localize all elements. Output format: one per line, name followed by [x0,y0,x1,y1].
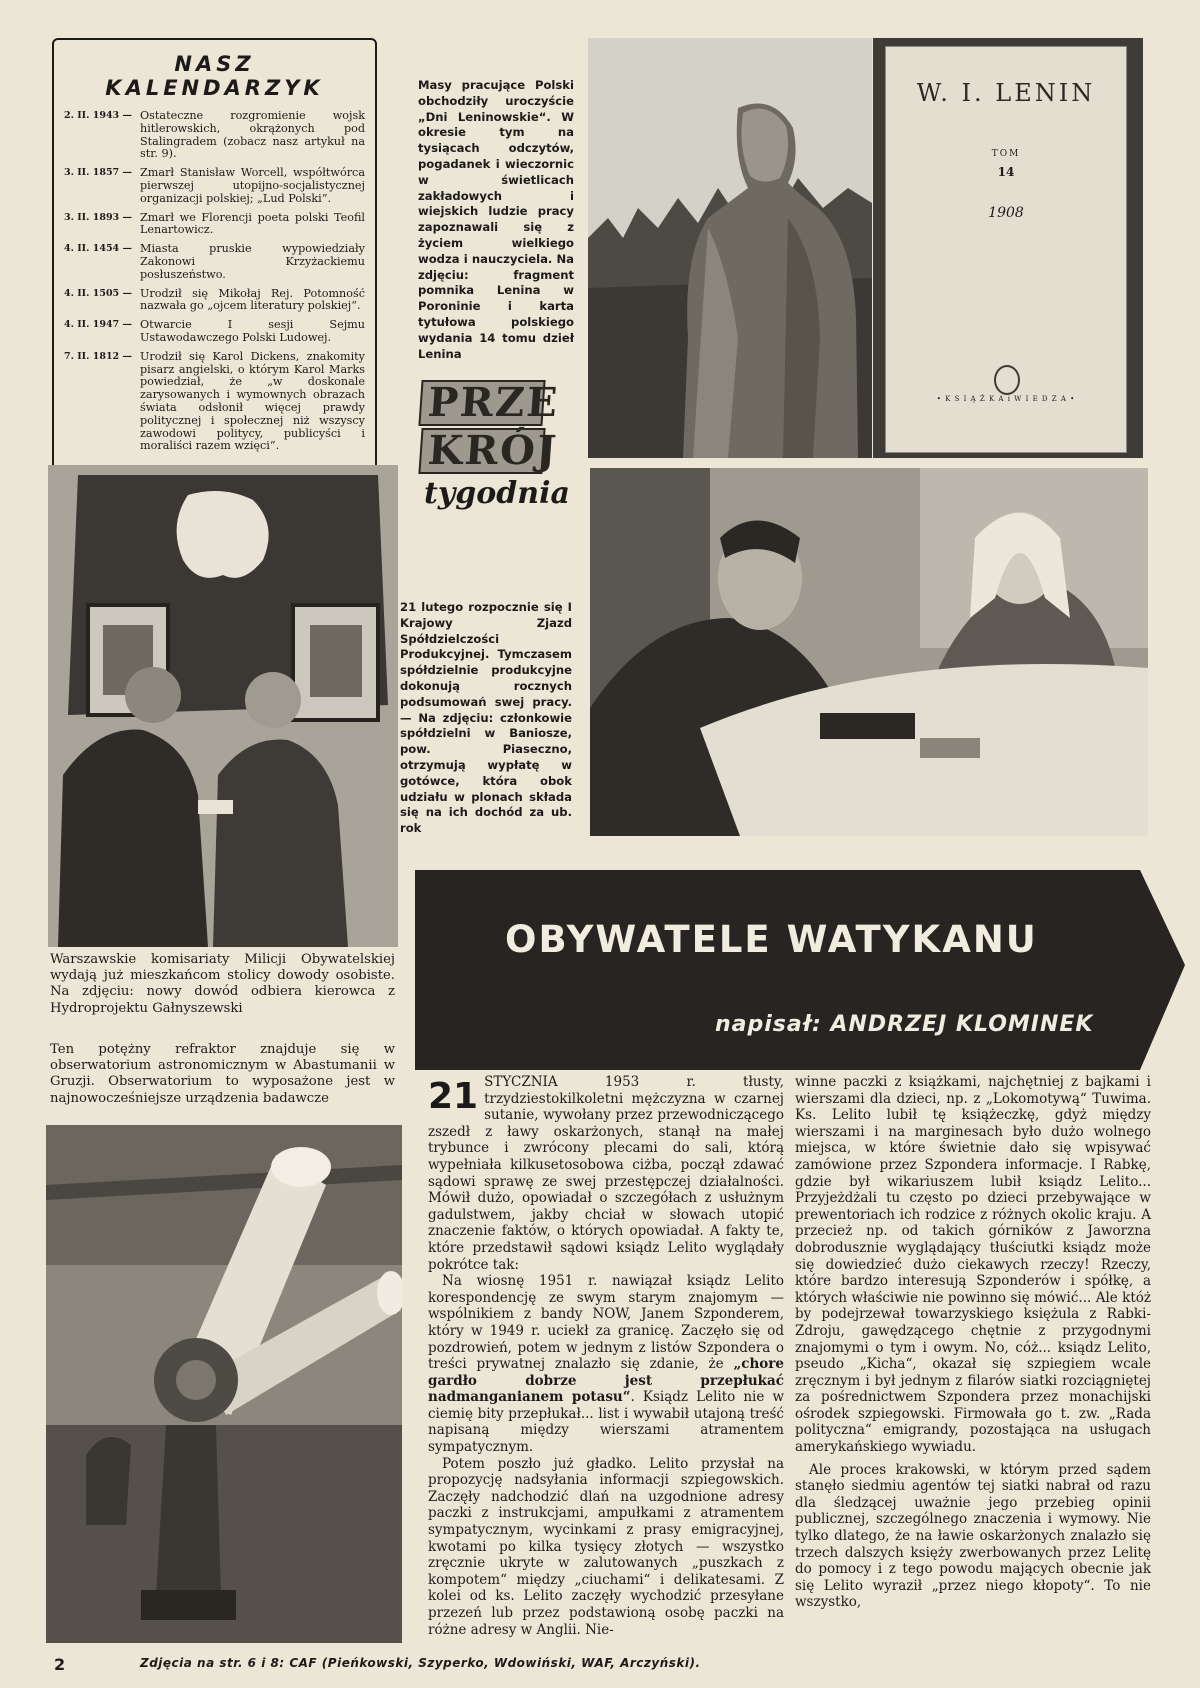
book-tom-label: TOM [991,149,1021,159]
calendar-text: Zmarł Stanisław Worcell, współtwórca pierwszej utopijno-socjalistycznej organizacji polskiej; „Lud Polski“. [140,166,365,205]
logo-line2: KRÓJ [418,428,545,474]
article-column-1 [428,1074,784,1638]
article-column-2 [795,1074,1151,1611]
cooperative-photo [590,468,1148,836]
calendar-entry [64,212,365,238]
calendar-date: 4. II. 1454 — [64,243,132,255]
calendar-date: 3. II. 1857 — [64,167,132,179]
logo-line1: PRZE [418,380,545,426]
page-number: 2 [54,1655,66,1674]
book-title: W. I. LENIN [916,79,1096,107]
article-banner [415,870,1185,1070]
article-dropcap: 21 [428,1076,479,1117]
calendar-text: Urodził się Mikołaj Rej. Potomność nazwała go „ojcem literatury polskiej“. [140,286,365,313]
logo-line3: tygodnia [424,476,570,511]
article-paragraph: Ale proces krakowski, w którym przed sądem stanęło siedmiu agentów tej siatki nabrał od razu dla śledzącej uważnie jego przebieg opinii publicznej, szczególnego znaczenia i wymowy. Nie tylko dlatego, że na ławie oskarżonych znalazło się trzech dalszych księży zwerbowanych przez Lelitę do pomocy i z tego powodu mających obecnie jak się Lelito wyraził „przez niego kłopoty“. To nie wszystko, [795,1461,1151,1611]
calendar-date: 4. II. 1505 — [64,287,132,299]
book-tom-number: 14 [997,165,1015,179]
telescope-photo [46,1125,402,1643]
calendar-entry [64,167,365,205]
calendar-entry [64,351,365,453]
publisher-emblem-icon [994,365,1020,395]
calendar-date: 4. II. 1947 — [64,319,132,331]
calendar-entry [64,110,365,161]
calendar-entry [64,288,365,314]
calendar-box [52,38,377,488]
article-text: . Ksiądz Lelito nie w ciemię bity przepłukał... list i wywabił utajoną treść napisaną między wierszami atramentem sympatycznym. [428,1389,784,1456]
calendar-list [64,110,365,453]
photo-credits: Zdjęcia na str. 6 i 8: CAF (Pieńkowski, Szyperko, Wdowiński, WAF, Arczyński). [140,1656,701,1670]
article-quote: „chore gardło dobrze jest przepłukać nadmanganianem potasu“ [428,1356,784,1406]
calendar-entry [64,319,365,345]
calendar-text: Miasta pruskie wypowiedziały Zakonowi Krzyżackiemu posłuszeństwo. [140,242,365,281]
article-text: Na wiosnę 1951 r. nawiązał ksiądz Lelito korespondencję ze swym starym znajomym — wspólnikiem z bandy NOW, Janem Szponderem, który w 1949 r. uciekł za granicę. Zaczęło się od pozdrowień, potem w jednym z listów Szpondera o treści prywatnej znalazło się zdanie, że [428,1273,784,1373]
militia-caption: Warszawskie komisariaty Milicji Obywatelskiej wydają już mieszkańcom stolicy dowody osobiste. Na zdjęciu: nowy dowód odbiera kierowca z Hydroprojektu Gałnyszewski [50,952,395,1016]
calendar-text: Otwarcie I sesji Sejmu Ustawodawczego Polski Ludowej. [140,318,365,344]
calendar-text: Zmarł we Florencji poeta polski Teofil Lenartowicz. [140,210,365,237]
calendar-date: 2. II. 1943 — [64,110,132,121]
article-paragraph: STYCZNIA 1953 r. tłusty, trzydziestokilkoletni mężczyzna w czarnej sutanie, wywołany przez przewodniczącego zszedł z ławy oskarżonych, stanął na małej trybunce i zwrócony plecami do sali, którą wypełniała kilkusetosobowa ciżba, począł zdawać sądowi sprawę ze swej przestępczej działalności. Mówił dużo, opowiadał o szczegółach z usłużnym gadulstwem, jakby chciał w słowach utopić znaczenie faktów, o których opowiadał. A fakty te, które przedstawił sądowi ksiądz Lelito wyglądały pokrótce tak: [428,1074,784,1273]
article-paragraph: winne paczki z książkami, najchętniej z bajkami i wierszami dla dzieci, np. z „Lokomotywą“ Tuwima. Ks. Lelito lubił tę książeczkę, gdyż między wierszami i na marginesach było dużo wolnego miejsca, w które świetnie dało się wpisywać zamówione przez Szpondera informacje. I Rabkę, gdzie był wikariuszem lubił ksiądz Lelito... Przyjeżdżali tu często po dzieci przebywające w prewentoriach ich rodzice z różnych okolic kraju. A przecież np. od takich górników z Jaworzna dobrodusznie wyglądający tłuściutki ksiądz może się dowiedzieć dużo ciekawych rzeczy! Rzeczy, które bardzo interesują Szponderów i spółkę, a których właściwie nie powinno się mówić... Ale któż by podejrzewał towarzyskiego księżula z Rabki-Zdroju, gawędzącego chętnie z przygodnymi znajomymi o tym i owym. No, cóż... ksiądz Lelito, pseudo „Kicha“, okazał się szpiegiem wcale zręcznym i był jednym z filarów siatki rozciągniętej za pośrednictwem Szpondera przez monachijski ośrodek szpiegowski. Firmowała go t. zw. „Rada polityczna“ emigrandy, pozostająca na usługach amerykańskiego wywiadu. [795,1074,1151,1456]
book-publisher: • K S I Ą Ż K A i W I E D Z A • [936,395,1076,403]
calendar-text: Ostateczne rozgromienie wojsk hitlerowskich, okrążonych pod Stalingradem (zobacz nasz artykuł na str. 9). [140,109,365,161]
przekroj-tygodnia-logo [420,380,570,525]
article-title: OBYWATELE WATYKANU [505,918,1038,961]
militia-photo [48,465,398,947]
coop-caption: 21 lutego rozpocznie się I Krajowy Zjazd Spółdzielczości Produkcyjnej. Tymczasem spółdzielnie produkcyjne dokonują rocznych podsumowań swej pracy. — Na zdjęciu: członkowie spółdzielni w Baniosze, pow. Piaseczno, otrzymują wypłatę w gotówce, która obok udziału w plonach składa się na ich dochód za ub. rok [400,600,572,836]
calendar-date: 3. II. 1893 — [64,211,132,223]
calendar-entry [64,243,365,281]
calendar-title: NASZ KALENDARZYK [105,52,324,100]
article-byline: napisał: ANDRZEJ KLOMINEK [715,1012,1094,1037]
book-cover [885,46,1127,453]
article-paragraph [428,1273,784,1456]
lenin-caption: Masy pracujące Polski obchodziły uroczyście „Dni Leninowskie“. W okresie tym na tysiącach odczytów, pogadanek i wieczornic w świetlicach zakładowych i wiejskich ludzie pracy zapoznawali się z życiem wielkiego wodza i nauczyciela. Na zdjęciu: fragment pomnika Lenina w Poroninie i karta tytułowa polskiego wydania 14 tomu dzieł Lenina [418,78,574,361]
calendar-text: Urodził się Karol Dickens, znakomity pisarz angielski, o którym Karol Marks powiedział, że „w doskonale zarysowanych i wymownych obrazach świata odsłonił więcej prawdy politycznej i społecznej niż wszyscy zawodowi politycy, publicyści i moraliści razem wzięci“. [140,349,365,453]
article-paragraph: Potem poszło już gładko. Lelito przysłał na propozycję nadsyłania informacji szpiegowskich. Zaczęły nadchodzić dlań na uzgodnione adresy paczki z instrukcjami, ampułkami z atramentem sympatycznym, wycinkami z prasy emigracyjnej, kwotami po kilka tysięcy złotych — wszystko zręcznie ukryte w zalutowanych „puszkach z kompotem“ między „ciuchami“ i delikatesami. Z kolei od ks. Lelito zaczęły wychodzić przesyłane przezeń lub przez podstawioną osobę paczki na różne adresy w Anglii. Nie- [428,1455,784,1638]
refractor-caption: Ten potężny refraktor znajduje się w obserwatorium astronomicznym w Abastumanii w Gruzji. Obserwatorium to wyposażone jest w najnowocześniejsze urządzenia badawcze [50,1042,395,1106]
lenin-statue-photo [588,38,872,458]
calendar-date: 7. II. 1812 — [64,350,132,362]
lenin-book-photo [873,38,1143,458]
book-year: 1908 [988,205,1024,221]
